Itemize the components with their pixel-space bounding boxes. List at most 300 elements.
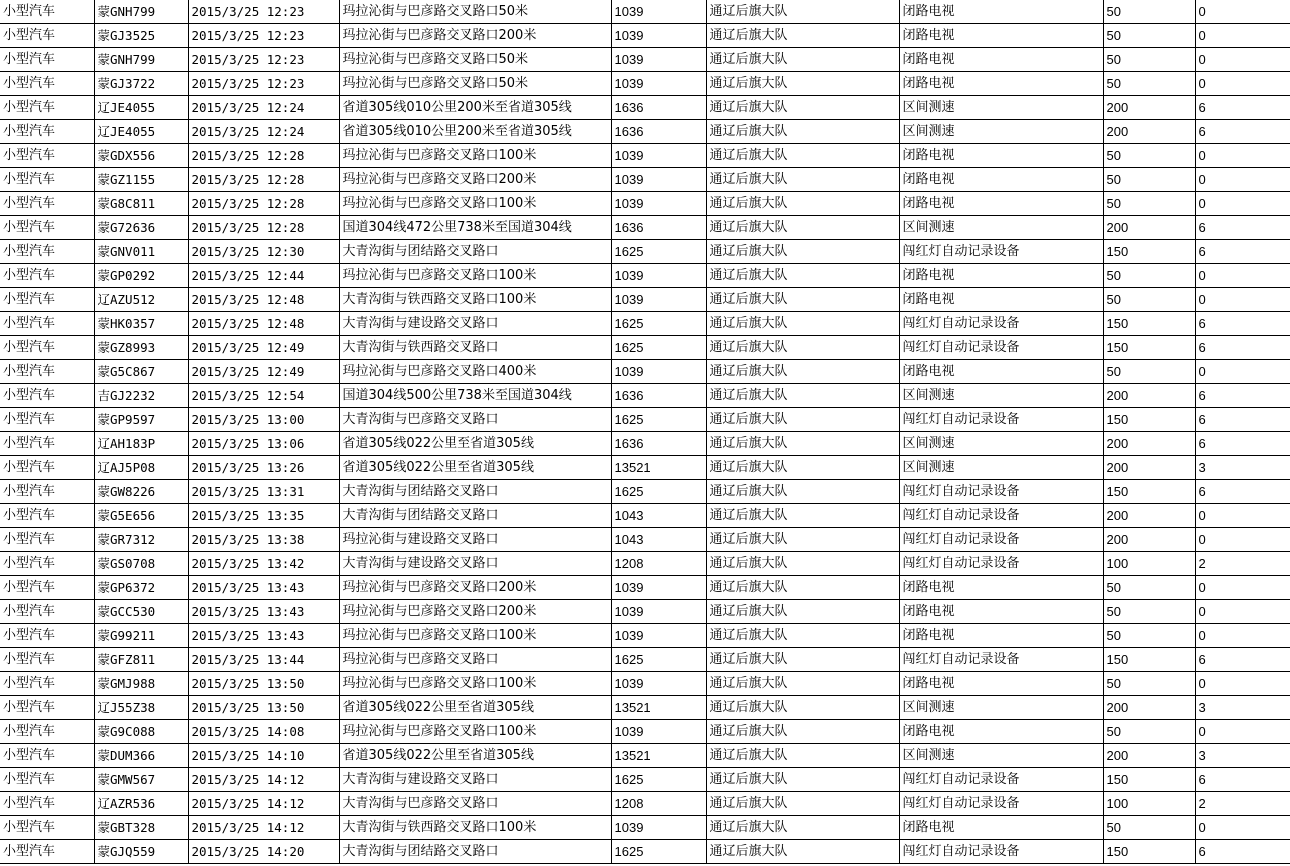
points-cell[interactable]: 0 <box>1195 576 1290 600</box>
vehicle-type-cell[interactable]: 小型汽车 <box>0 72 94 96</box>
device-cell[interactable]: 闭路电视 <box>899 24 1103 48</box>
device-cell[interactable]: 闭路电视 <box>899 600 1103 624</box>
datetime-cell[interactable]: 2015/3/25 12:23 <box>188 48 339 72</box>
location-cell[interactable]: 国道304线500公里738米至国道304线 <box>339 384 611 408</box>
datetime-cell[interactable]: 2015/3/25 12:23 <box>188 24 339 48</box>
device-cell[interactable]: 闭路电视 <box>899 360 1103 384</box>
datetime-cell[interactable]: 2015/3/25 14:20 <box>188 840 339 864</box>
vehicle-type-cell[interactable]: 小型汽车 <box>0 648 94 672</box>
code-cell[interactable]: 1039 <box>611 264 706 288</box>
device-cell[interactable]: 闭路电视 <box>899 264 1103 288</box>
code-cell[interactable]: 1625 <box>611 408 706 432</box>
points-cell[interactable]: 0 <box>1195 360 1290 384</box>
location-cell[interactable]: 玛拉沁街与巴彦路交叉路口50米 <box>339 48 611 72</box>
location-cell[interactable]: 玛拉沁街与巴彦路交叉路口200米 <box>339 24 611 48</box>
code-cell[interactable]: 1208 <box>611 792 706 816</box>
vehicle-type-cell[interactable]: 小型汽车 <box>0 672 94 696</box>
plate-cell[interactable]: 蒙GZ1155 <box>94 168 188 192</box>
code-cell[interactable]: 1636 <box>611 120 706 144</box>
code-cell[interactable]: 1039 <box>611 0 706 24</box>
plate-cell[interactable]: 蒙GNH799 <box>94 0 188 24</box>
points-cell[interactable]: 0 <box>1195 144 1290 168</box>
code-cell[interactable]: 1208 <box>611 552 706 576</box>
plate-cell[interactable]: 蒙GNV011 <box>94 240 188 264</box>
plate-cell[interactable]: 蒙GCC530 <box>94 600 188 624</box>
vehicle-type-cell[interactable]: 小型汽车 <box>0 456 94 480</box>
datetime-cell[interactable]: 2015/3/25 13:50 <box>188 672 339 696</box>
fine-cell[interactable]: 50 <box>1103 360 1195 384</box>
unit-cell[interactable]: 通辽后旗大队 <box>706 768 899 792</box>
datetime-cell[interactable]: 2015/3/25 13:42 <box>188 552 339 576</box>
unit-cell[interactable]: 通辽后旗大队 <box>706 552 899 576</box>
fine-cell[interactable]: 150 <box>1103 840 1195 864</box>
device-cell[interactable]: 区间测速 <box>899 456 1103 480</box>
vehicle-type-cell[interactable]: 小型汽车 <box>0 24 94 48</box>
unit-cell[interactable]: 通辽后旗大队 <box>706 480 899 504</box>
points-cell[interactable]: 3 <box>1195 744 1290 768</box>
code-cell[interactable]: 1039 <box>611 24 706 48</box>
location-cell[interactable]: 玛拉沁街与巴彦路交叉路口100米 <box>339 720 611 744</box>
datetime-cell[interactable]: 2015/3/25 12:28 <box>188 192 339 216</box>
vehicle-type-cell[interactable]: 小型汽车 <box>0 480 94 504</box>
vehicle-type-cell[interactable]: 小型汽车 <box>0 840 94 864</box>
device-cell[interactable]: 闭路电视 <box>899 144 1103 168</box>
datetime-cell[interactable]: 2015/3/25 12:28 <box>188 168 339 192</box>
code-cell[interactable]: 1636 <box>611 384 706 408</box>
points-cell[interactable]: 0 <box>1195 504 1290 528</box>
location-cell[interactable]: 大青沟街与团结路交叉路口 <box>339 240 611 264</box>
points-cell[interactable]: 2 <box>1195 792 1290 816</box>
code-cell[interactable]: 13521 <box>611 696 706 720</box>
vehicle-type-cell[interactable]: 小型汽车 <box>0 120 94 144</box>
plate-cell[interactable]: 蒙GR7312 <box>94 528 188 552</box>
unit-cell[interactable]: 通辽后旗大队 <box>706 192 899 216</box>
code-cell[interactable]: 1625 <box>611 840 706 864</box>
points-cell[interactable]: 6 <box>1195 840 1290 864</box>
points-cell[interactable]: 0 <box>1195 192 1290 216</box>
location-cell[interactable]: 玛拉沁街与巴彦路交叉路口50米 <box>339 0 611 24</box>
plate-cell[interactable]: 蒙GJ3525 <box>94 24 188 48</box>
code-cell[interactable]: 1625 <box>611 768 706 792</box>
device-cell[interactable]: 闯红灯自动记录设备 <box>899 648 1103 672</box>
code-cell[interactable]: 1039 <box>611 672 706 696</box>
vehicle-type-cell[interactable]: 小型汽车 <box>0 264 94 288</box>
location-cell[interactable]: 玛拉沁街与巴彦路交叉路口200米 <box>339 576 611 600</box>
location-cell[interactable]: 玛拉沁街与巴彦路交叉路口100米 <box>339 624 611 648</box>
fine-cell[interactable]: 200 <box>1103 216 1195 240</box>
fine-cell[interactable]: 200 <box>1103 744 1195 768</box>
fine-cell[interactable]: 100 <box>1103 792 1195 816</box>
device-cell[interactable]: 区间测速 <box>899 432 1103 456</box>
fine-cell[interactable]: 150 <box>1103 240 1195 264</box>
device-cell[interactable]: 闯红灯自动记录设备 <box>899 312 1103 336</box>
vehicle-type-cell[interactable]: 小型汽车 <box>0 192 94 216</box>
location-cell[interactable]: 玛拉沁街与巴彦路交叉路口400米 <box>339 360 611 384</box>
device-cell[interactable]: 闯红灯自动记录设备 <box>899 528 1103 552</box>
device-cell[interactable]: 区间测速 <box>899 384 1103 408</box>
unit-cell[interactable]: 通辽后旗大队 <box>706 744 899 768</box>
datetime-cell[interactable]: 2015/3/25 12:24 <box>188 120 339 144</box>
fine-cell[interactable]: 50 <box>1103 672 1195 696</box>
location-cell[interactable]: 玛拉沁街与巴彦路交叉路口100米 <box>339 192 611 216</box>
plate-cell[interactable]: 蒙GS0708 <box>94 552 188 576</box>
device-cell[interactable]: 区间测速 <box>899 744 1103 768</box>
device-cell[interactable]: 闯红灯自动记录设备 <box>899 408 1103 432</box>
location-cell[interactable]: 省道305线022公里至省道305线 <box>339 432 611 456</box>
vehicle-type-cell[interactable]: 小型汽车 <box>0 312 94 336</box>
vehicle-type-cell[interactable]: 小型汽车 <box>0 552 94 576</box>
plate-cell[interactable]: 吉GJ2232 <box>94 384 188 408</box>
plate-cell[interactable]: 蒙G5C867 <box>94 360 188 384</box>
fine-cell[interactable]: 200 <box>1103 120 1195 144</box>
device-cell[interactable]: 闭路电视 <box>899 0 1103 24</box>
fine-cell[interactable]: 200 <box>1103 456 1195 480</box>
vehicle-type-cell[interactable]: 小型汽车 <box>0 336 94 360</box>
plate-cell[interactable]: 蒙GP0292 <box>94 264 188 288</box>
points-cell[interactable]: 6 <box>1195 240 1290 264</box>
unit-cell[interactable]: 通辽后旗大队 <box>706 168 899 192</box>
points-cell[interactable]: 6 <box>1195 216 1290 240</box>
fine-cell[interactable]: 200 <box>1103 696 1195 720</box>
unit-cell[interactable]: 通辽后旗大队 <box>706 384 899 408</box>
device-cell[interactable]: 区间测速 <box>899 696 1103 720</box>
vehicle-type-cell[interactable]: 小型汽车 <box>0 240 94 264</box>
location-cell[interactable]: 大青沟街与建设路交叉路口 <box>339 768 611 792</box>
code-cell[interactable]: 1043 <box>611 504 706 528</box>
unit-cell[interactable]: 通辽后旗大队 <box>706 216 899 240</box>
code-cell[interactable]: 1625 <box>611 648 706 672</box>
code-cell[interactable]: 1636 <box>611 216 706 240</box>
datetime-cell[interactable]: 2015/3/25 14:08 <box>188 720 339 744</box>
unit-cell[interactable]: 通辽后旗大队 <box>706 648 899 672</box>
plate-cell[interactable]: 蒙G99211 <box>94 624 188 648</box>
location-cell[interactable]: 省道305线022公里至省道305线 <box>339 696 611 720</box>
code-cell[interactable]: 1043 <box>611 528 706 552</box>
plate-cell[interactable]: 蒙GNH799 <box>94 48 188 72</box>
location-cell[interactable]: 大青沟街与巴彦路交叉路口 <box>339 792 611 816</box>
code-cell[interactable]: 1039 <box>611 816 706 840</box>
location-cell[interactable]: 大青沟街与建设路交叉路口 <box>339 312 611 336</box>
code-cell[interactable]: 13521 <box>611 744 706 768</box>
points-cell[interactable]: 0 <box>1195 816 1290 840</box>
plate-cell[interactable]: 蒙GP6372 <box>94 576 188 600</box>
points-cell[interactable]: 6 <box>1195 648 1290 672</box>
location-cell[interactable]: 省道305线022公里至省道305线 <box>339 456 611 480</box>
points-cell[interactable]: 0 <box>1195 264 1290 288</box>
vehicle-type-cell[interactable]: 小型汽车 <box>0 504 94 528</box>
vehicle-type-cell[interactable]: 小型汽车 <box>0 696 94 720</box>
device-cell[interactable]: 闭路电视 <box>899 720 1103 744</box>
unit-cell[interactable]: 通辽后旗大队 <box>706 72 899 96</box>
points-cell[interactable]: 6 <box>1195 312 1290 336</box>
plate-cell[interactable]: 蒙GW8226 <box>94 480 188 504</box>
location-cell[interactable]: 玛拉沁街与巴彦路交叉路口50米 <box>339 72 611 96</box>
location-cell[interactable]: 大青沟街与建设路交叉路口 <box>339 552 611 576</box>
location-cell[interactable]: 大青沟街与巴彦路交叉路口 <box>339 408 611 432</box>
vehicle-type-cell[interactable]: 小型汽车 <box>0 48 94 72</box>
device-cell[interactable]: 闭路电视 <box>899 576 1103 600</box>
datetime-cell[interactable]: 2015/3/25 12:49 <box>188 336 339 360</box>
unit-cell[interactable]: 通辽后旗大队 <box>706 288 899 312</box>
fine-cell[interactable]: 50 <box>1103 720 1195 744</box>
plate-cell[interactable]: 辽AZR536 <box>94 792 188 816</box>
fine-cell[interactable]: 50 <box>1103 0 1195 24</box>
unit-cell[interactable]: 通辽后旗大队 <box>706 24 899 48</box>
datetime-cell[interactable]: 2015/3/25 12:30 <box>188 240 339 264</box>
datetime-cell[interactable]: 2015/3/25 13:44 <box>188 648 339 672</box>
location-cell[interactable]: 省道305线022公里至省道305线 <box>339 744 611 768</box>
device-cell[interactable]: 闭路电视 <box>899 168 1103 192</box>
plate-cell[interactable]: 辽AJ5P08 <box>94 456 188 480</box>
location-cell[interactable]: 大青沟街与团结路交叉路口 <box>339 480 611 504</box>
location-cell[interactable]: 玛拉沁街与巴彦路交叉路口100米 <box>339 144 611 168</box>
location-cell[interactable]: 省道305线010公里200米至省道305线 <box>339 120 611 144</box>
device-cell[interactable]: 闯红灯自动记录设备 <box>899 336 1103 360</box>
plate-cell[interactable]: 辽AZU512 <box>94 288 188 312</box>
points-cell[interactable]: 0 <box>1195 624 1290 648</box>
fine-cell[interactable]: 50 <box>1103 168 1195 192</box>
code-cell[interactable]: 1039 <box>611 168 706 192</box>
vehicle-type-cell[interactable]: 小型汽车 <box>0 624 94 648</box>
vehicle-type-cell[interactable]: 小型汽车 <box>0 720 94 744</box>
location-cell[interactable]: 大青沟街与铁西路交叉路口 <box>339 336 611 360</box>
fine-cell[interactable]: 150 <box>1103 480 1195 504</box>
datetime-cell[interactable]: 2015/3/25 12:23 <box>188 0 339 24</box>
fine-cell[interactable]: 50 <box>1103 72 1195 96</box>
code-cell[interactable]: 1039 <box>611 624 706 648</box>
vehicle-type-cell[interactable]: 小型汽车 <box>0 216 94 240</box>
unit-cell[interactable]: 通辽后旗大队 <box>706 792 899 816</box>
location-cell[interactable]: 大青沟街与铁西路交叉路口100米 <box>339 288 611 312</box>
points-cell[interactable]: 2 <box>1195 552 1290 576</box>
device-cell[interactable]: 闭路电视 <box>899 624 1103 648</box>
fine-cell[interactable]: 200 <box>1103 432 1195 456</box>
vehicle-type-cell[interactable]: 小型汽车 <box>0 792 94 816</box>
unit-cell[interactable]: 通辽后旗大队 <box>706 696 899 720</box>
datetime-cell[interactable]: 2015/3/25 13:26 <box>188 456 339 480</box>
device-cell[interactable]: 闭路电视 <box>899 288 1103 312</box>
code-cell[interactable]: 1625 <box>611 240 706 264</box>
unit-cell[interactable]: 通辽后旗大队 <box>706 408 899 432</box>
fine-cell[interactable]: 150 <box>1103 336 1195 360</box>
datetime-cell[interactable]: 2015/3/25 13:06 <box>188 432 339 456</box>
datetime-cell[interactable]: 2015/3/25 13:50 <box>188 696 339 720</box>
device-cell[interactable]: 闯红灯自动记录设备 <box>899 792 1103 816</box>
unit-cell[interactable]: 通辽后旗大队 <box>706 336 899 360</box>
plate-cell[interactable]: 蒙G5E656 <box>94 504 188 528</box>
fine-cell[interactable]: 150 <box>1103 408 1195 432</box>
datetime-cell[interactable]: 2015/3/25 13:35 <box>188 504 339 528</box>
points-cell[interactable]: 0 <box>1195 288 1290 312</box>
device-cell[interactable]: 闯红灯自动记录设备 <box>899 840 1103 864</box>
unit-cell[interactable]: 通辽后旗大队 <box>706 0 899 24</box>
vehicle-type-cell[interactable]: 小型汽车 <box>0 360 94 384</box>
location-cell[interactable]: 玛拉沁街与建设路交叉路口 <box>339 528 611 552</box>
location-cell[interactable]: 玛拉沁街与巴彦路交叉路口 <box>339 648 611 672</box>
points-cell[interactable]: 0 <box>1195 720 1290 744</box>
datetime-cell[interactable]: 2015/3/25 12:44 <box>188 264 339 288</box>
plate-cell[interactable]: 蒙GZ8993 <box>94 336 188 360</box>
unit-cell[interactable]: 通辽后旗大队 <box>706 456 899 480</box>
location-cell[interactable]: 省道305线010公里200米至省道305线 <box>339 96 611 120</box>
device-cell[interactable]: 区间测速 <box>899 96 1103 120</box>
plate-cell[interactable]: 蒙GJ3722 <box>94 72 188 96</box>
datetime-cell[interactable]: 2015/3/25 12:49 <box>188 360 339 384</box>
points-cell[interactable]: 0 <box>1195 528 1290 552</box>
device-cell[interactable]: 闭路电视 <box>899 48 1103 72</box>
code-cell[interactable]: 1039 <box>611 600 706 624</box>
datetime-cell[interactable]: 2015/3/25 13:43 <box>188 624 339 648</box>
unit-cell[interactable]: 通辽后旗大队 <box>706 672 899 696</box>
datetime-cell[interactable]: 2015/3/25 14:10 <box>188 744 339 768</box>
datetime-cell[interactable]: 2015/3/25 12:48 <box>188 288 339 312</box>
fine-cell[interactable]: 50 <box>1103 288 1195 312</box>
fine-cell[interactable]: 100 <box>1103 552 1195 576</box>
datetime-cell[interactable]: 2015/3/25 12:54 <box>188 384 339 408</box>
plate-cell[interactable]: 蒙GFZ811 <box>94 648 188 672</box>
device-cell[interactable]: 闭路电视 <box>899 816 1103 840</box>
plate-cell[interactable]: 辽AH183P <box>94 432 188 456</box>
fine-cell[interactable]: 50 <box>1103 264 1195 288</box>
vehicle-type-cell[interactable]: 小型汽车 <box>0 768 94 792</box>
device-cell[interactable]: 闭路电视 <box>899 192 1103 216</box>
device-cell[interactable]: 闯红灯自动记录设备 <box>899 504 1103 528</box>
vehicle-type-cell[interactable]: 小型汽车 <box>0 168 94 192</box>
vehicle-type-cell[interactable]: 小型汽车 <box>0 144 94 168</box>
points-cell[interactable]: 0 <box>1195 72 1290 96</box>
vehicle-type-cell[interactable]: 小型汽车 <box>0 576 94 600</box>
datetime-cell[interactable]: 2015/3/25 13:31 <box>188 480 339 504</box>
fine-cell[interactable]: 150 <box>1103 768 1195 792</box>
points-cell[interactable]: 0 <box>1195 24 1290 48</box>
code-cell[interactable]: 1636 <box>611 96 706 120</box>
vehicle-type-cell[interactable]: 小型汽车 <box>0 600 94 624</box>
unit-cell[interactable]: 通辽后旗大队 <box>706 528 899 552</box>
vehicle-type-cell[interactable]: 小型汽车 <box>0 816 94 840</box>
datetime-cell[interactable]: 2015/3/25 14:12 <box>188 768 339 792</box>
device-cell[interactable]: 闯红灯自动记录设备 <box>899 480 1103 504</box>
fine-cell[interactable]: 150 <box>1103 648 1195 672</box>
code-cell[interactable]: 13521 <box>611 456 706 480</box>
plate-cell[interactable]: 蒙G8C811 <box>94 192 188 216</box>
vehicle-type-cell[interactable]: 小型汽车 <box>0 408 94 432</box>
plate-cell[interactable]: 辽JE4055 <box>94 120 188 144</box>
points-cell[interactable]: 6 <box>1195 768 1290 792</box>
datetime-cell[interactable]: 2015/3/25 13:38 <box>188 528 339 552</box>
code-cell[interactable]: 1636 <box>611 432 706 456</box>
code-cell[interactable]: 1625 <box>611 312 706 336</box>
code-cell[interactable]: 1039 <box>611 720 706 744</box>
fine-cell[interactable]: 50 <box>1103 816 1195 840</box>
datetime-cell[interactable]: 2015/3/25 12:23 <box>188 72 339 96</box>
datetime-cell[interactable]: 2015/3/25 13:43 <box>188 576 339 600</box>
fine-cell[interactable]: 200 <box>1103 384 1195 408</box>
device-cell[interactable]: 闯红灯自动记录设备 <box>899 552 1103 576</box>
location-cell[interactable]: 玛拉沁街与巴彦路交叉路口100米 <box>339 264 611 288</box>
code-cell[interactable]: 1625 <box>611 480 706 504</box>
plate-cell[interactable]: 蒙GBT328 <box>94 816 188 840</box>
device-cell[interactable]: 闭路电视 <box>899 72 1103 96</box>
datetime-cell[interactable]: 2015/3/25 14:12 <box>188 792 339 816</box>
datetime-cell[interactable]: 2015/3/25 12:48 <box>188 312 339 336</box>
plate-cell[interactable]: 蒙GMW567 <box>94 768 188 792</box>
unit-cell[interactable]: 通辽后旗大队 <box>706 240 899 264</box>
points-cell[interactable]: 3 <box>1195 696 1290 720</box>
points-cell[interactable]: 6 <box>1195 336 1290 360</box>
datetime-cell[interactable]: 2015/3/25 12:28 <box>188 144 339 168</box>
fine-cell[interactable]: 200 <box>1103 528 1195 552</box>
unit-cell[interactable]: 通辽后旗大队 <box>706 720 899 744</box>
vehicle-type-cell[interactable]: 小型汽车 <box>0 432 94 456</box>
vehicle-type-cell[interactable]: 小型汽车 <box>0 528 94 552</box>
code-cell[interactable]: 1039 <box>611 576 706 600</box>
code-cell[interactable]: 1039 <box>611 360 706 384</box>
location-cell[interactable]: 玛拉沁街与巴彦路交叉路口200米 <box>339 168 611 192</box>
vehicle-type-cell[interactable]: 小型汽车 <box>0 744 94 768</box>
points-cell[interactable]: 0 <box>1195 0 1290 24</box>
unit-cell[interactable]: 通辽后旗大队 <box>706 432 899 456</box>
fine-cell[interactable]: 150 <box>1103 312 1195 336</box>
datetime-cell[interactable]: 2015/3/25 14:12 <box>188 816 339 840</box>
code-cell[interactable]: 1039 <box>611 192 706 216</box>
fine-cell[interactable]: 200 <box>1103 504 1195 528</box>
unit-cell[interactable]: 通辽后旗大队 <box>706 48 899 72</box>
unit-cell[interactable]: 通辽后旗大队 <box>706 360 899 384</box>
plate-cell[interactable]: 辽J55Z38 <box>94 696 188 720</box>
unit-cell[interactable]: 通辽后旗大队 <box>706 600 899 624</box>
points-cell[interactable]: 6 <box>1195 96 1290 120</box>
device-cell[interactable]: 区间测速 <box>899 120 1103 144</box>
plate-cell[interactable]: 蒙GJQ559 <box>94 840 188 864</box>
plate-cell[interactable]: 蒙HK0357 <box>94 312 188 336</box>
code-cell[interactable]: 1039 <box>611 48 706 72</box>
code-cell[interactable]: 1039 <box>611 144 706 168</box>
unit-cell[interactable]: 通辽后旗大队 <box>706 816 899 840</box>
vehicle-type-cell[interactable]: 小型汽车 <box>0 384 94 408</box>
datetime-cell[interactable]: 2015/3/25 12:28 <box>188 216 339 240</box>
fine-cell[interactable]: 50 <box>1103 624 1195 648</box>
plate-cell[interactable]: 蒙G9C088 <box>94 720 188 744</box>
vehicle-type-cell[interactable]: 小型汽车 <box>0 96 94 120</box>
points-cell[interactable]: 6 <box>1195 408 1290 432</box>
unit-cell[interactable]: 通辽后旗大队 <box>706 504 899 528</box>
location-cell[interactable]: 大青沟街与团结路交叉路口 <box>339 840 611 864</box>
device-cell[interactable]: 闯红灯自动记录设备 <box>899 768 1103 792</box>
points-cell[interactable]: 3 <box>1195 456 1290 480</box>
code-cell[interactable]: 1039 <box>611 288 706 312</box>
points-cell[interactable]: 0 <box>1195 672 1290 696</box>
unit-cell[interactable]: 通辽后旗大队 <box>706 96 899 120</box>
device-cell[interactable]: 区间测速 <box>899 216 1103 240</box>
unit-cell[interactable]: 通辽后旗大队 <box>706 144 899 168</box>
plate-cell[interactable]: 蒙GMJ988 <box>94 672 188 696</box>
vehicle-type-cell[interactable]: 小型汽车 <box>0 288 94 312</box>
points-cell[interactable]: 0 <box>1195 48 1290 72</box>
fine-cell[interactable]: 50 <box>1103 600 1195 624</box>
points-cell[interactable]: 0 <box>1195 600 1290 624</box>
device-cell[interactable]: 闯红灯自动记录设备 <box>899 240 1103 264</box>
plate-cell[interactable]: 辽JE4055 <box>94 96 188 120</box>
location-cell[interactable]: 大青沟街与铁西路交叉路口100米 <box>339 816 611 840</box>
points-cell[interactable]: 6 <box>1195 432 1290 456</box>
plate-cell[interactable]: 蒙G72636 <box>94 216 188 240</box>
location-cell[interactable]: 国道304线472公里738米至国道304线 <box>339 216 611 240</box>
vehicle-type-cell[interactable]: 小型汽车 <box>0 0 94 24</box>
points-cell[interactable]: 6 <box>1195 120 1290 144</box>
plate-cell[interactable]: 蒙DUM366 <box>94 744 188 768</box>
unit-cell[interactable]: 通辽后旗大队 <box>706 312 899 336</box>
location-cell[interactable]: 玛拉沁街与巴彦路交叉路口200米 <box>339 600 611 624</box>
